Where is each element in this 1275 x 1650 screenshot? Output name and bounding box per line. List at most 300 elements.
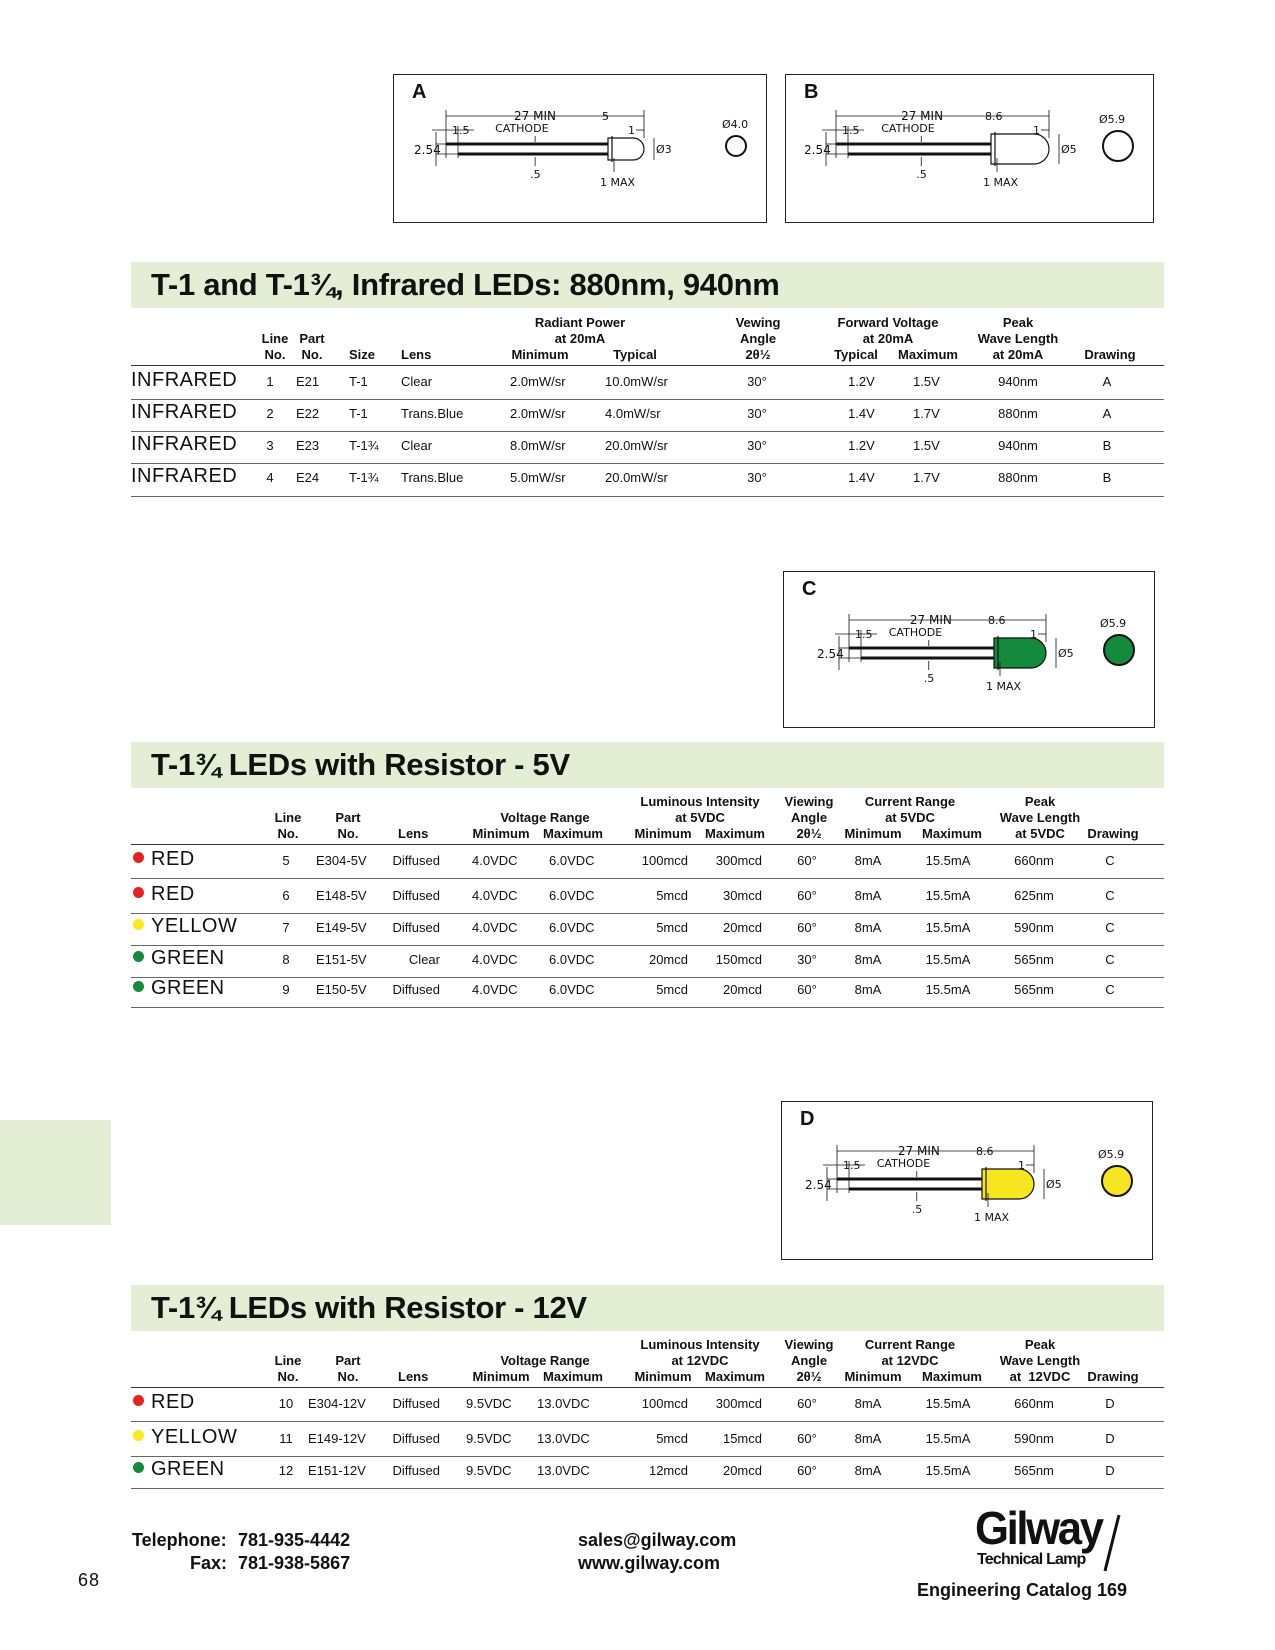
led-body	[994, 638, 1046, 668]
current-min: 8mA	[854, 1396, 882, 1411]
wave-length: 565nm	[1014, 982, 1054, 997]
drawing-ref: A	[1102, 406, 1112, 421]
row-name	[133, 947, 225, 970]
led-top-view	[1104, 635, 1134, 665]
voltage-min: 4.0VDC	[472, 888, 518, 903]
drawing-ref: D	[1105, 1431, 1115, 1446]
luminous-min: 100mcd	[641, 1396, 688, 1411]
line-no: 8	[282, 952, 290, 967]
size: T-1	[349, 374, 368, 389]
infrared-section-band	[131, 262, 1164, 308]
row-name	[133, 977, 225, 1000]
header-line-no: Line No.	[261, 331, 289, 362]
voltage-max: 6.0VDC	[549, 888, 595, 903]
luminous-max: 150mcd	[715, 952, 762, 967]
drawing-ref: C	[1105, 888, 1115, 903]
header-12v-cmax: Maximum	[922, 1369, 982, 1384]
row-name	[133, 1458, 225, 1481]
header-forward-voltage: Forward Voltage at 20mA	[837, 315, 939, 346]
led-outline-c	[784, 572, 1154, 727]
part-no: E304-5V	[316, 853, 367, 868]
header-12v-lmin: Minimum	[634, 1369, 692, 1384]
angle: 60°	[797, 1431, 817, 1446]
current-max: 15.5mA	[925, 1431, 971, 1446]
fv-typical: 1.2V	[848, 438, 875, 453]
row-name	[133, 848, 195, 871]
dim-body-offset: 1	[1030, 628, 1037, 641]
drawing-ref: C	[1105, 952, 1115, 967]
header-12v-lens: Lens	[398, 1369, 429, 1384]
radiant-min: 8.0mW/sr	[510, 438, 566, 453]
size: T-1¾	[349, 438, 379, 453]
drawing-d	[781, 1101, 1153, 1260]
header-12v-drawing: Drawing	[1087, 1369, 1139, 1384]
header-5v-voltage-range: Voltage Range	[500, 810, 590, 825]
line-no: 9	[282, 982, 290, 997]
radiant-min: 2.0mW/sr	[510, 406, 566, 421]
part-no: E304-12V	[308, 1396, 366, 1411]
header-12v-line-no: Line No.	[274, 1353, 302, 1384]
wave-length: 940nm	[998, 438, 1038, 453]
wave-length: 565nm	[1014, 952, 1054, 967]
radiant-typ: 10.0mW/sr	[605, 374, 668, 389]
dim-offset: 1.5	[843, 1159, 861, 1172]
color-dot-icon	[133, 919, 144, 930]
dim-lead-spacing: 2.54	[804, 143, 831, 157]
color-name: RED	[151, 883, 195, 905]
drawing-letter: C	[802, 578, 817, 600]
dim-body-length: 8.6	[988, 614, 1006, 627]
line-no: 6	[282, 888, 290, 903]
luminous-max: 15mcd	[722, 1431, 762, 1446]
lens: Diffused	[392, 853, 440, 868]
row-divider	[131, 1421, 1164, 1422]
header-5v-cmin: Minimum	[844, 826, 902, 841]
header-12v-peak-wavelength: Peak Wave Length at 12VDC	[999, 1337, 1081, 1384]
dim-lead-min: 27 MIN	[909, 613, 952, 627]
header-5v-vmin: Minimum	[472, 826, 530, 841]
luminous-max: 300mcd	[715, 853, 762, 868]
header-12v-voltage-range: Voltage Range	[500, 1353, 590, 1368]
current-min: 8mA	[854, 1431, 882, 1446]
drawing-ref: C	[1105, 982, 1115, 997]
luminous-min: 5mcd	[656, 1431, 688, 1446]
row-name	[133, 1391, 195, 1414]
current-max: 15.5mA	[925, 853, 971, 868]
voltage-max: 13.0VDC	[537, 1463, 590, 1478]
luminous-min: 100mcd	[641, 853, 688, 868]
led-outline-a	[394, 75, 766, 222]
line-no: 3	[266, 438, 274, 453]
voltage-min: 4.0VDC	[472, 982, 518, 997]
wave-length: 940nm	[998, 374, 1038, 389]
led-body	[982, 1169, 1034, 1199]
header-size: Size	[349, 347, 376, 362]
radiant-min: 5.0mW/sr	[510, 470, 566, 485]
luminous-max: 30mcd	[722, 888, 762, 903]
color-dot-icon	[133, 981, 144, 992]
angle: 60°	[797, 920, 817, 935]
row-divider	[131, 1007, 1164, 1008]
current-max: 15.5mA	[925, 888, 971, 903]
size: T-1¾	[349, 470, 379, 485]
voltage-min: 4.0VDC	[472, 853, 518, 868]
lens: Diffused	[392, 1396, 440, 1411]
header-5v-drawing: Drawing	[1087, 826, 1139, 841]
resistor5v-header-divider	[131, 844, 1164, 845]
row-divider	[131, 945, 1164, 946]
line-no: 4	[266, 470, 274, 485]
voltage-min: 4.0VDC	[472, 920, 518, 935]
side-tab	[0, 1120, 111, 1225]
lens: Diffused	[392, 920, 440, 935]
dim-lead-diameter: .5	[923, 672, 935, 685]
dim-max: 1 MAX	[986, 680, 1022, 693]
led-body	[991, 134, 1049, 164]
fax-label: Fax:	[190, 1553, 228, 1573]
lens: Diffused	[392, 1463, 440, 1478]
part-no: E149-12V	[308, 1431, 366, 1446]
header-5v-cmax: Maximum	[922, 826, 982, 841]
part-no: E151-5V	[316, 952, 367, 967]
drawing-a	[393, 74, 767, 223]
luminous-min: 5mcd	[656, 982, 688, 997]
color-dot-icon	[133, 951, 144, 962]
row-divider	[131, 399, 1164, 400]
cathode-label: CATHODE	[881, 122, 935, 135]
wave-length: 625nm	[1014, 888, 1054, 903]
row-name	[133, 915, 237, 938]
dim-body-length: 5	[602, 110, 609, 123]
dim-lead-spacing: 2.54	[414, 143, 441, 157]
header-peak-wavelength: Peak Wave Length at 20mA	[977, 315, 1059, 362]
website-link[interactable]: www.gilway.com	[578, 1553, 721, 1573]
led-top-view	[726, 136, 746, 156]
header-12v-viewing-angle: Viewing Angle 2θ½	[784, 1337, 834, 1384]
lens: Trans.Blue	[401, 406, 464, 421]
lens: Trans.Blue	[401, 470, 464, 485]
dim-offset: 1.5	[855, 628, 873, 641]
resistor12v-header-divider	[131, 1387, 1164, 1388]
dim-body-offset: 1	[628, 124, 635, 137]
current-max: 15.5mA	[925, 982, 971, 997]
dim-top-diameter: Ø4.0	[722, 118, 749, 131]
resistor12v-section-title: T-1¾ LEDs with Resistor - 12V	[151, 1290, 587, 1325]
header-12v-vmin: Minimum	[472, 1369, 530, 1384]
color-name: RED	[151, 848, 195, 870]
voltage-min: 9.5VDC	[466, 1396, 512, 1411]
wave-length: 590nm	[1014, 920, 1054, 935]
voltage-max: 6.0VDC	[549, 853, 595, 868]
header-drawing: Drawing	[1084, 347, 1136, 362]
luminous-min: 5mcd	[656, 920, 688, 935]
header-5v-lmax: Maximum	[705, 826, 765, 841]
fv-typical: 1.2V	[848, 374, 875, 389]
header-5v-lmin: Minimum	[634, 826, 692, 841]
angle: 60°	[797, 1463, 817, 1478]
row-name: INFRARED	[131, 369, 238, 391]
logo-swoosh-icon	[1097, 1513, 1127, 1573]
radiant-typ: 20.0mW/sr	[605, 438, 668, 453]
radiant-min: 2.0mW/sr	[510, 374, 566, 389]
header-5v-line-no: Line No.	[274, 810, 302, 841]
drawing-letter: B	[804, 81, 819, 103]
header-12v-luminous-intensity: Luminous Intensity at 12VDC	[640, 1337, 760, 1368]
dim-lead-spacing: 2.54	[817, 647, 844, 661]
dim-lead-diameter: .5	[911, 1203, 923, 1216]
drawing-ref: D	[1105, 1463, 1115, 1478]
resistor5v-section-title: T-1¾ LEDs with Resistor - 5V	[151, 747, 570, 782]
gilway-logo	[975, 1502, 1135, 1573]
size: T-1	[349, 406, 368, 421]
dim-diameter: Ø5	[1058, 647, 1074, 660]
wave-length: 590nm	[1014, 1431, 1054, 1446]
line-no: 11	[279, 1431, 293, 1446]
part-no: E21	[296, 374, 320, 389]
lens: Diffused	[392, 982, 440, 997]
angle: 30°	[747, 406, 767, 421]
header-5v-part-no: Part No.	[335, 810, 361, 841]
header-radiant-typ: Typical	[613, 347, 657, 362]
telephone-number: 781-935-4442	[238, 1530, 351, 1550]
telephone-label: Telephone:	[132, 1530, 227, 1550]
angle: 30°	[747, 438, 767, 453]
row-divider	[131, 913, 1164, 914]
voltage-max: 6.0VDC	[549, 952, 595, 967]
luminous-max: 20mcd	[722, 982, 762, 997]
line-no: 2	[266, 406, 274, 421]
luminous-min: 12mcd	[648, 1463, 688, 1478]
led-top-view	[1103, 131, 1133, 161]
row-divider	[131, 1456, 1164, 1457]
voltage-max: 6.0VDC	[549, 920, 595, 935]
drawing-letter: A	[412, 81, 427, 103]
line-no: 10	[278, 1396, 294, 1411]
drawing-ref: A	[1102, 374, 1112, 389]
cathode-label: CATHODE	[495, 122, 549, 135]
fv-maximum: 1.5V	[913, 438, 940, 453]
dim-top-diameter: Ø5.9	[1098, 1148, 1125, 1161]
current-min: 8mA	[854, 1463, 882, 1478]
part-no: E23	[296, 438, 320, 453]
dim-max: 1 MAX	[600, 176, 636, 189]
dim-lead-min: 27 MIN	[514, 109, 556, 123]
part-no: E148-5V	[316, 888, 367, 903]
color-dot-icon	[133, 1462, 144, 1473]
color-name: YELLOW	[151, 915, 238, 937]
fv-maximum: 1.7V	[913, 406, 940, 421]
voltage-min: 9.5VDC	[466, 1463, 512, 1478]
led-outline-b	[786, 75, 1153, 222]
dim-lead-min: 27 MIN	[897, 1144, 940, 1158]
dim-offset: 1.5	[842, 124, 860, 137]
dim-lead-diameter: .5	[916, 168, 927, 181]
color-name: GREEN	[151, 977, 225, 999]
wave-length: 880nm	[998, 470, 1038, 485]
luminous-min: 20mcd	[648, 952, 688, 967]
drawing-ref: C	[1105, 853, 1115, 868]
drawing-letter: D	[800, 1108, 815, 1130]
luminous-max: 300mcd	[715, 1396, 762, 1411]
header-12v-lmax: Maximum	[705, 1369, 765, 1384]
wave-length: 565nm	[1014, 1463, 1054, 1478]
logo-sub-text: Technical Lamp	[977, 1551, 1086, 1568]
header-viewing-angle: Vewing Angle 2θ½	[735, 315, 781, 362]
wave-length: 880nm	[998, 406, 1038, 421]
angle: 30°	[747, 470, 767, 485]
color-name: RED	[151, 1391, 195, 1413]
radiant-typ: 4.0mW/sr	[605, 406, 661, 421]
logo-main-text: Gilway	[975, 1502, 1102, 1554]
wave-length: 660nm	[1014, 853, 1054, 868]
row-divider	[131, 496, 1164, 497]
header-part-no: Part No.	[299, 331, 325, 362]
header-5v-peak-wavelength: Peak Wave Length at 5VDC	[999, 794, 1081, 841]
led-outline-d	[782, 1102, 1152, 1259]
drawing-b	[785, 74, 1154, 223]
drawing-ref: B	[1102, 438, 1112, 453]
header-12v-part-no: Part No.	[335, 1353, 361, 1384]
header-12v-vmax: Maximum	[543, 1369, 603, 1384]
current-min: 8mA	[854, 920, 882, 935]
part-no: E150-5V	[316, 982, 367, 997]
luminous-min: 5mcd	[656, 888, 688, 903]
current-min: 8mA	[854, 982, 882, 997]
voltage-max: 13.0VDC	[537, 1431, 590, 1446]
header-fv-typical: Typical	[834, 347, 878, 362]
header-radiant-power: Radiant Power at 20mA	[534, 315, 626, 346]
resistor12v-section-band	[131, 1285, 1164, 1331]
header-5v-luminous-intensity: Luminous Intensity at 5VDC	[640, 794, 760, 825]
dim-offset: 1.5	[452, 124, 470, 137]
angle: 60°	[797, 982, 817, 997]
part-no: E24	[296, 470, 320, 485]
header-radiant-min: Minimum	[511, 347, 569, 362]
dim-body-offset: 1	[1018, 1159, 1025, 1172]
current-min: 8mA	[854, 952, 882, 967]
row-divider	[131, 431, 1164, 432]
voltage-max: 6.0VDC	[549, 982, 595, 997]
angle: 30°	[797, 952, 817, 967]
row-name	[133, 883, 195, 906]
row-name: INFRARED	[131, 433, 238, 455]
fv-maximum: 1.7V	[913, 470, 940, 485]
dim-max: 1 MAX	[974, 1211, 1010, 1224]
header-12v-cmin: Minimum	[844, 1369, 902, 1384]
radiant-typ: 20.0mW/sr	[605, 470, 668, 485]
dim-max: 1 MAX	[983, 176, 1019, 189]
line-no: 7	[282, 920, 290, 935]
cathode-label: CATHODE	[876, 1157, 931, 1170]
fax-number: 781-938-5867	[238, 1553, 351, 1573]
dim-body-offset: 1	[1033, 124, 1040, 137]
dim-diameter: Ø5	[1046, 1178, 1062, 1191]
header-5v-viewing-angle: Viewing Angle 2θ½	[784, 794, 834, 841]
header-fv-maximum: Maximum	[898, 347, 958, 362]
row-divider	[131, 463, 1164, 464]
part-no: E151-12V	[308, 1463, 366, 1478]
infrared-header-divider	[131, 365, 1164, 366]
drawing-ref: C	[1105, 920, 1115, 935]
drawing-c	[783, 571, 1155, 728]
resistor5v-section-band	[131, 742, 1164, 788]
voltage-min: 4.0VDC	[472, 952, 518, 967]
infrared-section-title: T-1 and T-1¾, Infrared LEDs: 880nm, 940nm	[151, 267, 780, 302]
header-lens: Lens	[401, 347, 432, 362]
current-max: 15.5mA	[925, 1396, 971, 1411]
header-5v-lens: Lens	[398, 826, 429, 841]
current-min: 8mA	[854, 853, 882, 868]
color-dot-icon	[133, 852, 144, 863]
part-no: E22	[296, 406, 320, 421]
dim-body-length: 8.6	[985, 110, 1003, 123]
dim-body-length: 8.6	[976, 1145, 994, 1158]
row-name: INFRARED	[131, 401, 238, 423]
dim-lead-spacing: 2.54	[805, 1178, 832, 1192]
line-no: 12	[278, 1463, 294, 1478]
dim-top-diameter: Ø5.9	[1099, 113, 1126, 126]
cathode-label: CATHODE	[888, 626, 943, 639]
lens: Diffused	[392, 888, 440, 903]
email-link[interactable]: sales@gilway.com	[578, 1530, 737, 1550]
catalog-label: Engineering Catalog 169	[917, 1580, 1128, 1600]
header-5v-vmax: Maximum	[543, 826, 603, 841]
led-top-view	[1102, 1166, 1132, 1196]
luminous-max: 20mcd	[722, 1463, 762, 1478]
drawing-ref: B	[1102, 470, 1112, 485]
angle: 60°	[797, 1396, 817, 1411]
row-name	[133, 1426, 237, 1449]
line-no: 5	[282, 853, 290, 868]
angle: 60°	[797, 888, 817, 903]
color-name: GREEN	[151, 1458, 225, 1480]
voltage-max: 13.0VDC	[537, 1396, 590, 1411]
row-divider	[131, 878, 1164, 879]
dim-lead-min: 27 MIN	[901, 109, 944, 123]
dim-top-diameter: Ø5.9	[1100, 617, 1127, 630]
color-name: YELLOW	[151, 1426, 238, 1448]
current-max: 15.5mA	[925, 952, 971, 967]
drawing-ref: D	[1105, 1396, 1115, 1411]
current-max: 15.5mA	[925, 1463, 971, 1478]
dim-diameter: Ø5	[1061, 143, 1077, 156]
lens: Clear	[408, 952, 440, 967]
luminous-max: 20mcd	[722, 920, 762, 935]
color-dot-icon	[133, 1430, 144, 1441]
lens: Clear	[401, 438, 433, 453]
part-no: E149-5V	[316, 920, 367, 935]
voltage-min: 9.5VDC	[466, 1431, 512, 1446]
fv-typical: 1.4V	[848, 470, 875, 485]
header-12v-current-range: Current Range at 12VDC	[864, 1337, 956, 1368]
fv-maximum: 1.5V	[913, 374, 940, 389]
color-dot-icon	[133, 1395, 144, 1406]
line-no: 1	[266, 374, 274, 389]
color-name: GREEN	[151, 947, 225, 969]
dim-lead-diameter: .5	[530, 168, 541, 181]
led-body	[608, 138, 644, 160]
lens: Diffused	[392, 1431, 440, 1446]
current-min: 8mA	[854, 888, 882, 903]
lens: Clear	[401, 374, 433, 389]
dim-diameter: Ø3	[656, 143, 672, 156]
page-number: 68	[78, 1570, 101, 1590]
header-5v-current-range: Current Range at 5VDC	[864, 794, 956, 825]
row-divider	[131, 977, 1164, 978]
fv-typical: 1.4V	[848, 406, 875, 421]
row-name: INFRARED	[131, 465, 238, 487]
color-dot-icon	[133, 887, 144, 898]
